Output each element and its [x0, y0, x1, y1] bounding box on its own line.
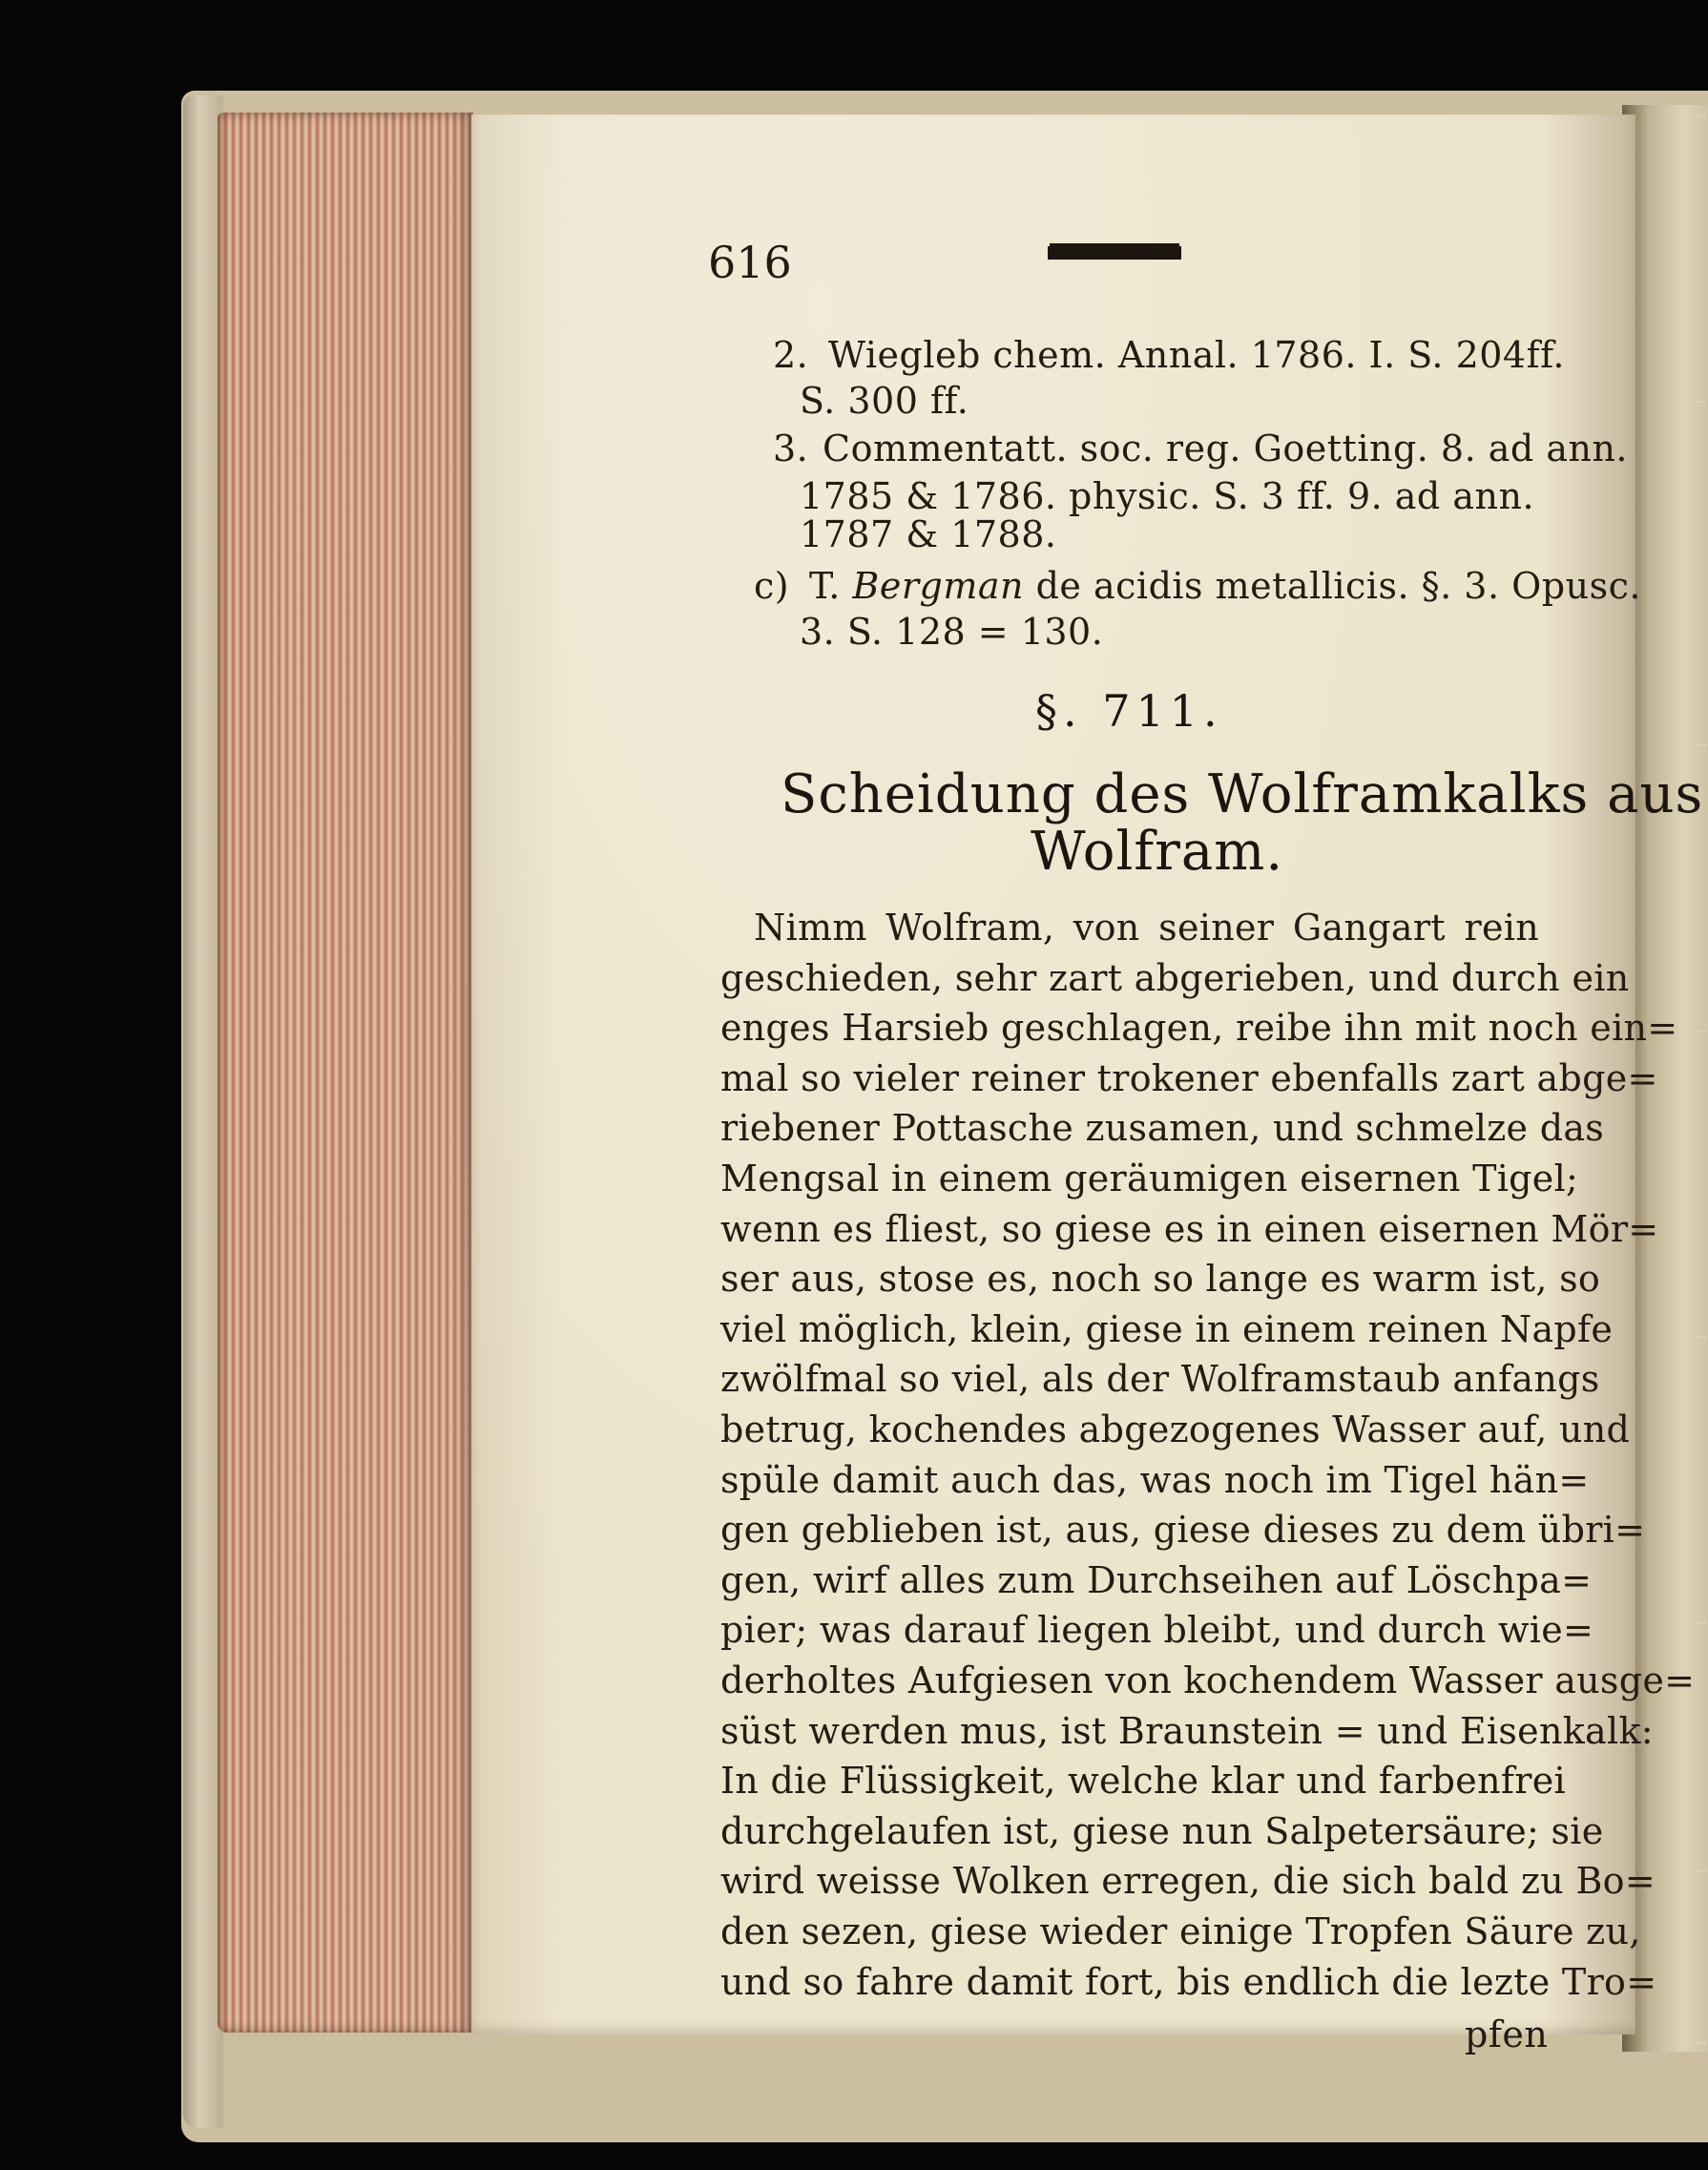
edge-mark [1695, 744, 1706, 746]
edge-mark [1695, 1336, 1706, 1338]
body-line: gen geblieben ist, aus, giese dieses zu dem übri= [720, 1509, 1646, 1552]
section-heading-line2: Wolfram. [1031, 821, 1284, 883]
note-3-line2: 1785 & 1786. physic. S. 3 ff. 9. ad ann. [800, 475, 1535, 517]
note-c-line2: 3. S. 128 = 130. [800, 611, 1104, 653]
page-number: 616 [708, 237, 792, 288]
body-line: zwölfmal so viel, als der Wolframstaub anfangs [720, 1358, 1600, 1401]
edge-mark [1695, 1870, 1706, 1872]
note-c-pre: T. [809, 565, 853, 607]
body-line: geschieden, sehr zart abgerieben, und durch ein [720, 956, 1630, 999]
body-line: riebener Pottasche zusamen, und schmelze das [720, 1107, 1605, 1150]
body-line: pier; was darauf liegen bleibt, und durch wie= [720, 1609, 1594, 1652]
section-number: §. 711. [1035, 685, 1223, 737]
edge-mark [1695, 1031, 1706, 1033]
note-3-line3: 1787 & 1788. [800, 513, 1057, 555]
note-2-label: 2. [773, 334, 809, 376]
body-line: gen, wirf alles zum Durchseihen auf Löschpa= [720, 1558, 1593, 1601]
body-line: derholtes Aufgiesen von kochendem Wasser ausge= [720, 1659, 1696, 1701]
body-line: den sezen, giese wieder einige Tropfen Säure zu, [720, 1910, 1641, 1952]
edge-mark [1695, 1622, 1706, 1624]
edge-mark [1695, 2042, 1706, 2044]
body-line: wenn es fliest, so giese es in einen eisernen Mör= [720, 1207, 1659, 1250]
edge-mark [1695, 115, 1706, 116]
body-line: und so fahre damit fort, bis endlich die lezte Tro= [720, 1960, 1657, 2003]
note-c-line1 [809, 565, 1641, 607]
body-line: durchgelaufen ist, giese nun Salpetersäure; sie [720, 1809, 1604, 1852]
note-c-author: Bergman [852, 565, 1024, 607]
body-line: betrug, kochendes abgezogenes Wasser auf, und [720, 1408, 1631, 1450]
body-line: In die Flüssigkeit, welche klar und farbenfrei [720, 1760, 1566, 1803]
catchword: pfen [1465, 2014, 1549, 2055]
note-c-post: de acidis metallicis. §. 3. Opusc. [1024, 565, 1641, 607]
body-line: Nimm Wolfram, von seiner Gangart rein [754, 907, 1539, 949]
body-line: mal so vieler reiner trokener ebenfalls zart abge= [720, 1056, 1658, 1099]
note-3-label: 3. [773, 428, 809, 469]
body-line: viel möglich, klein, giese in einem reinen Napfe [720, 1307, 1614, 1350]
edge-mark [1695, 401, 1706, 403]
body-line: Mengsal in einem geräumigen eisernen Tigel; [720, 1158, 1579, 1200]
section-heading-line1: Scheidung des Wolframkalks aus [781, 763, 1704, 825]
body-line: enges Harsieb geschlagen, reibe ihn mit noch ein= [720, 1007, 1678, 1050]
note-c-label: c) [754, 565, 790, 607]
body-line: wird weisse Wolken erregen, die sich bald zu Bo= [720, 1860, 1656, 1903]
body-line: ser aus, stose es, noch so lange es warm ist, so [720, 1258, 1601, 1301]
note-2-line1: Wiegleb chem. Annal. 1786. I. S. 204ff. [828, 334, 1565, 376]
note-3-line1: Commentatt. soc. reg. Goetting. 8. ad ann. [823, 428, 1629, 469]
body-line: spüle damit auch das, was noch im Tigel hän= [720, 1458, 1590, 1501]
header-rule [1048, 246, 1181, 260]
note-2-line2: S. 300 ff. [800, 380, 969, 422]
body-line: süst werden mus, ist Braunstein = und Eisenkalk: [720, 1709, 1654, 1752]
